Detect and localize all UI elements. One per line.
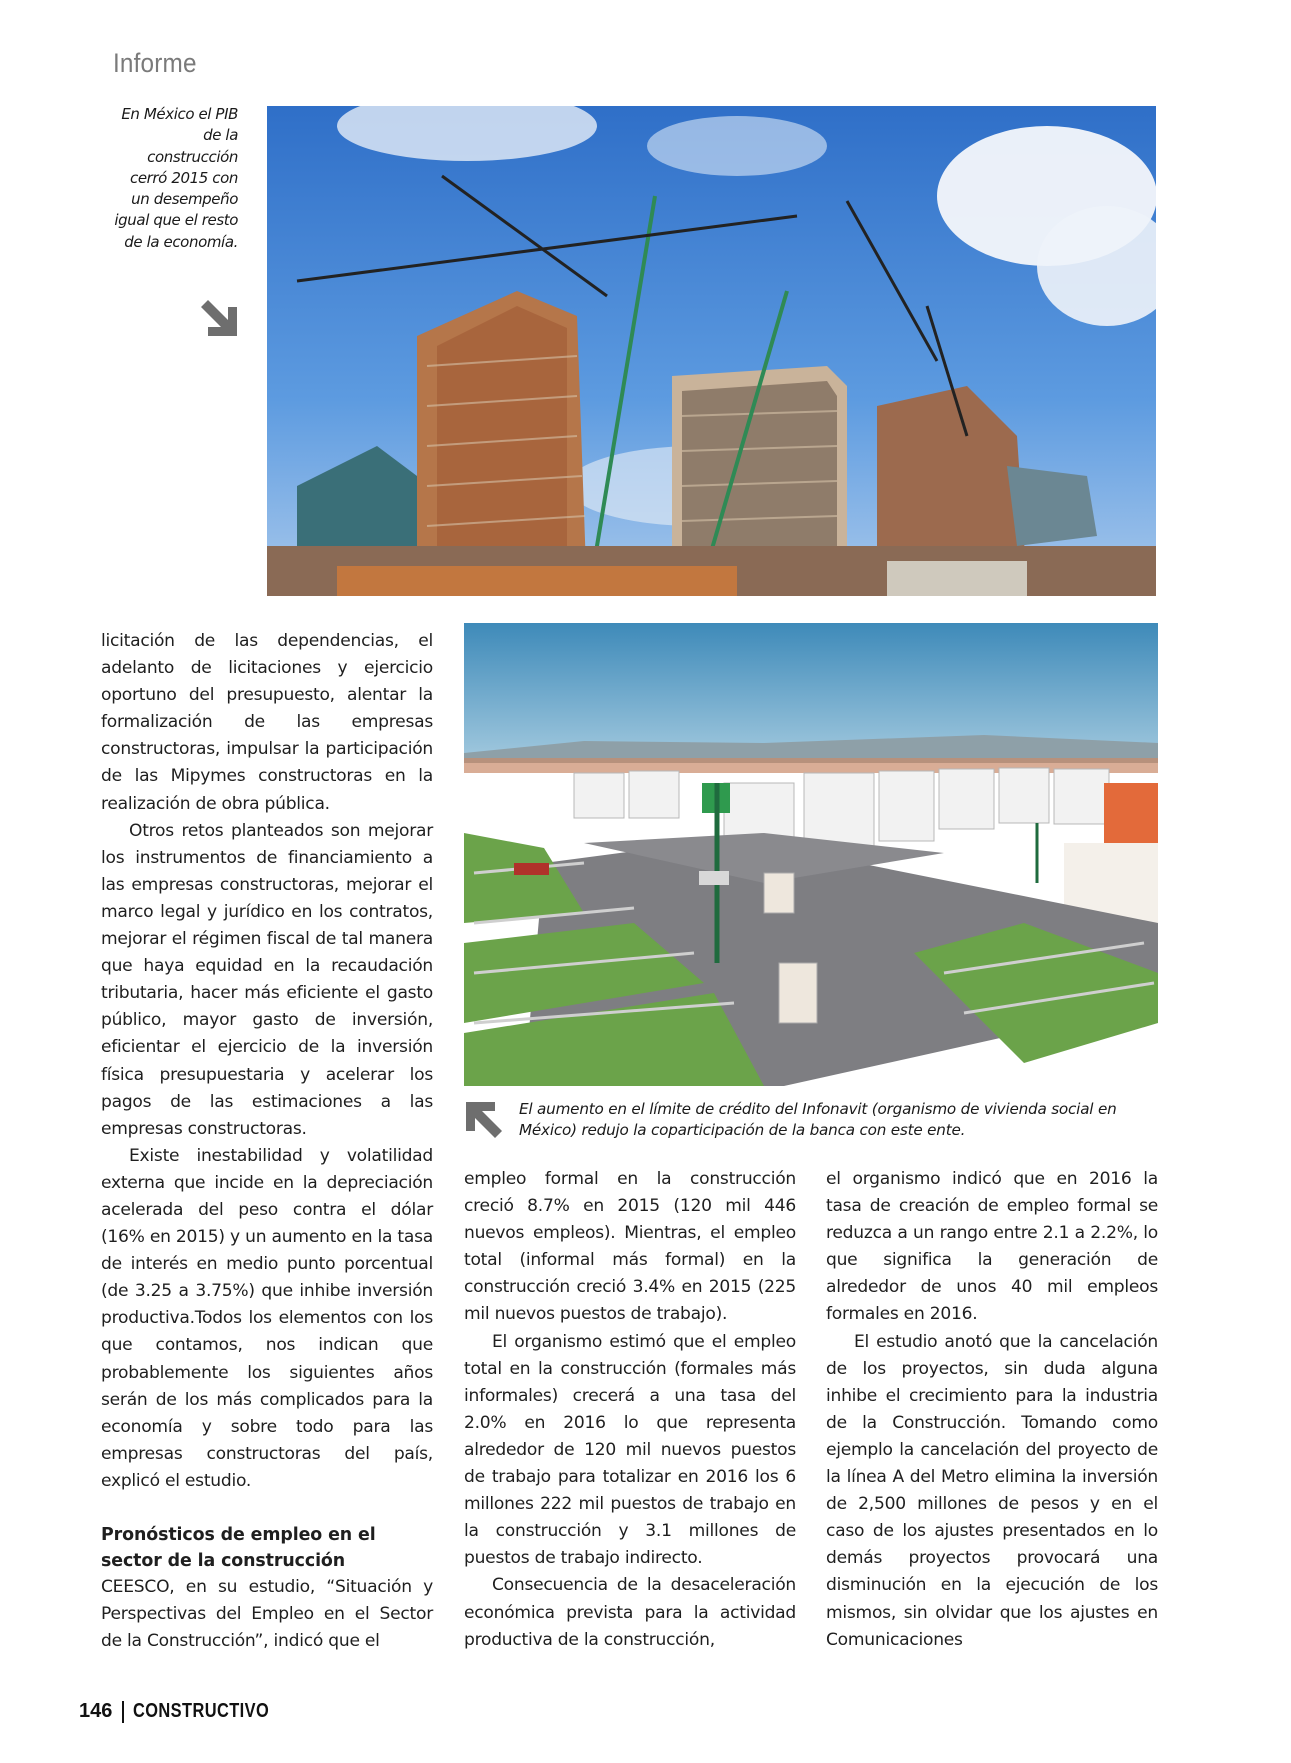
- text-column-1: [101, 628, 433, 1655]
- paragraph: El estudio anotó que la cancelación de los proyectos, sin duda alguna inhibe el crecimiento para la industria de la Construcción. Tomando como ejemplo la cancelación del proyecto de la línea A del Metro elimina la inversión de 2,500 millones de pesos y en el caso de los ajustes presentados en lo demás proyectos provocará una disminución en la ejecución de los mismos, sin olvidar que los ajustes en Comunicaciones: [826, 1331, 1158, 1650]
- footer-divider: [122, 1701, 124, 1723]
- paragraph: licitación de las dependencias, el adelanto de licitaciones y ejercicio oportuno del presupuesto, alentar la formalización de las empresas constructoras, impulsar la participación de las Mipymes constructoras en la realización de obra pública.: [101, 631, 433, 814]
- housing-development-photo: [464, 623, 1158, 1086]
- paragraph: CEESCO, en su estudio, “Situación y Perspectivas del Empleo en el Sector de la Construcción”, indicó que el: [101, 1577, 433, 1652]
- section-label: Informe: [113, 48, 197, 78]
- arrow-up-left-icon: [464, 1100, 504, 1140]
- paragraph: Consecuencia de la desaceleración económica prevista para la actividad productiva de la construcción,: [464, 1575, 796, 1650]
- text-column-2: [464, 1166, 796, 1654]
- photo2-caption: El aumento en el límite de crédito del Infonavit (organismo de vivienda social en México) redujo la coparticipación de la banca con este ente.: [519, 1100, 1117, 1139]
- magazine-name: CONSTRUCTIVO: [133, 1700, 270, 1722]
- paragraph: El organismo estimó que el empleo total en la construcción (formales más informales) crecerá a una tasa del 2.0% en 2016 lo que representa alrededor de 120 mil nuevos puestos de trabajo para totalizar en 2016 los 6 millones 222 mil puestos de trabajo en la construcción y 3.1 millones de puestos de trabajo indirecto.: [464, 1331, 796, 1569]
- construction-cranes-photo: [267, 106, 1156, 596]
- photo1-caption: En México el PIB de la construcción cerró 2015 con un desempeño igual que el resto de la economía.: [114, 105, 238, 251]
- page-footer: [79, 1700, 299, 1723]
- paragraph: empleo formal en la construcción creció 8.7% en 2015 (120 mil 446 nuevos empleos). Mientras, el empleo total (informal más formal) en la construcción creció 3.4% en 2015 (225 mil nuevos puestos de trabajo).: [464, 1169, 796, 1325]
- text-column-3: [826, 1166, 1158, 1654]
- paragraph: Otros retos planteados son mejorar los instrumentos de financiamiento a las empresas constructoras, mejorar el marco legal y jurídico en los contratos, mejorar el régimen fiscal de tal manera que haya equidad en la recaudación tributaria, hacer más eficiente el gasto público, mayor gasto de inversión, eficientar el ejercicio de la inversión física presupuestaria y acelerar los pagos de las estimaciones a las empresas constructoras.: [101, 820, 433, 1139]
- arrow-down-right-icon: [199, 298, 239, 338]
- page-number: 146: [79, 1700, 113, 1722]
- section-heading: Pronósticos de empleo en el sector de la construcción: [101, 1525, 376, 1571]
- paragraph: el organismo indicó que en 2016 la tasa de creación de empleo formal se reduzca a un rango entre 2.1 a 2.2%, lo que significa la generación de alrededor de unos 40 mil empleos formales en 2016.: [826, 1169, 1158, 1325]
- paragraph: Existe inestabilidad y volatilidad externa que incide en la depreciación acelerada del peso contra el dólar (16% en 2015) y un aumento en la tasa de interés en medio punto porcentual (de 3.25 a 3.75%) que inhibe inversión productiva.Todos los elementos con los que contamos, nos indican que probablemente los siguientes años serán de los más complicados para la economía y sobre todo para las empresas constructoras del país, explicó el estudio.: [101, 1145, 433, 1491]
